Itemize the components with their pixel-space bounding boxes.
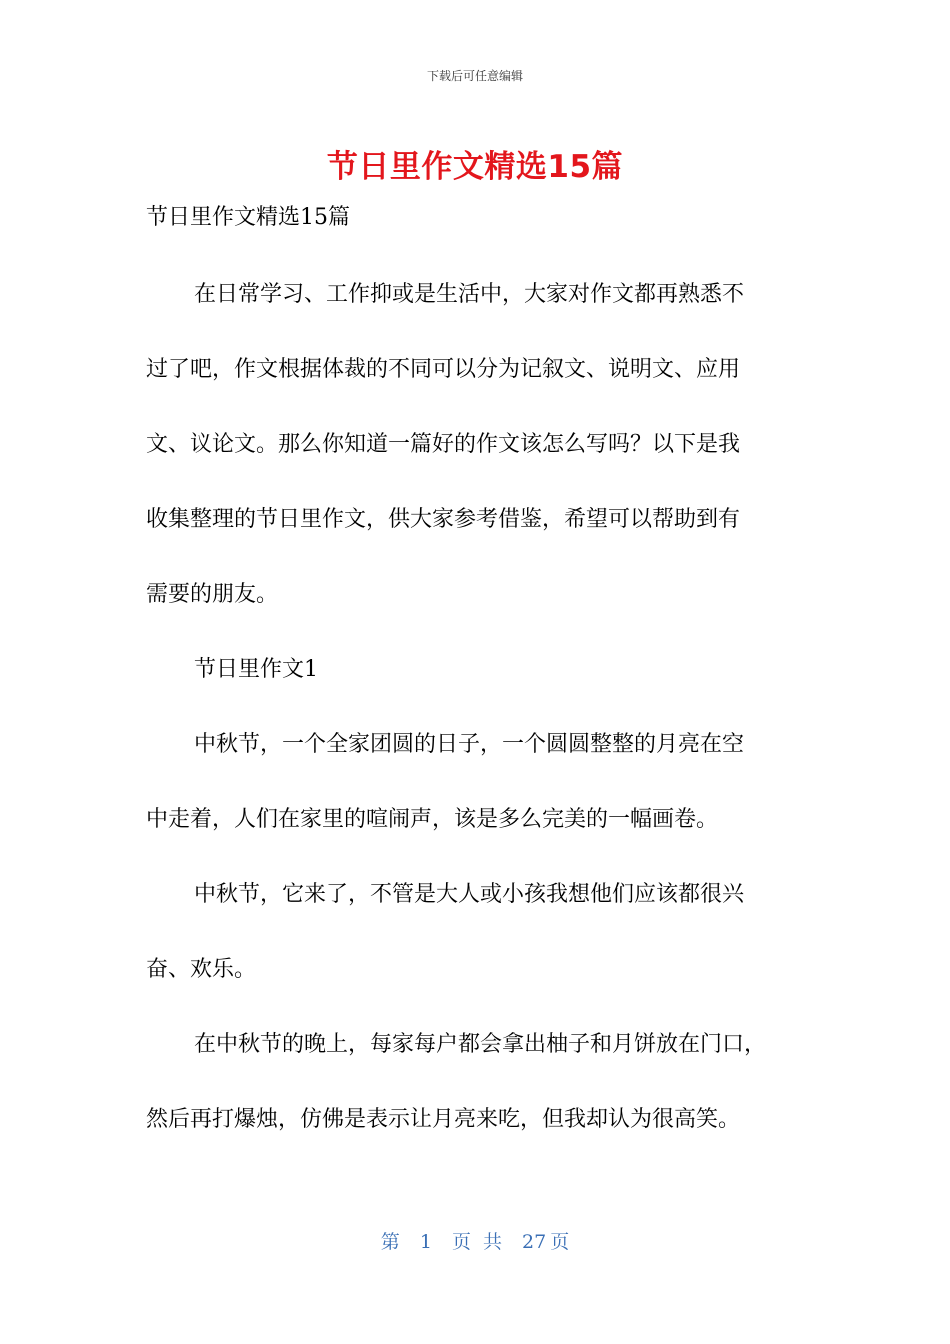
paragraph-line: 过了吧，作文根据体裁的不同可以分为记叙文、说明文、应用 xyxy=(146,357,741,382)
paragraph-line: 中秋节，一个全家团圆的日子，一个圆圆整整的月亮在空 xyxy=(194,732,745,757)
paragraph-line: 奋、欢乐。 xyxy=(146,957,257,982)
paragraph-line: 中秋节，它来了，不管是大人或小孩我想他们应该都很兴 xyxy=(194,882,745,907)
paragraph-line: 在中秋节的晚上，每家每户都会拿出柚子和月饼放在门口， xyxy=(194,1032,767,1057)
paragraph-line: 然后再打爆烛，仿佛是表示让月亮来吃，但我却认为很高笑。 xyxy=(146,1107,741,1132)
paragraph-line: 收集整理的节日里作文，供大家参考借鉴，希望可以帮助到有 xyxy=(146,507,741,532)
page-footer xyxy=(0,1227,950,1254)
paragraph-line: 中走着，人们在家里的喧闹声，该是多么完美的一幅画卷。 xyxy=(146,807,719,832)
header-note: 下载后可任意编辑 xyxy=(426,69,523,83)
paragraph-line: 文、议论文。那么你知道一篇好的作文该怎么写吗？以下是我 xyxy=(146,432,741,457)
footer-prefix: 第 xyxy=(380,1231,400,1253)
total-page-count: 27 xyxy=(522,1231,547,1253)
footer-suffix: 页 xyxy=(550,1231,570,1253)
section-heading: 节日里作文1 xyxy=(194,657,318,682)
paragraph-line: 需要的朋友。 xyxy=(146,582,279,607)
paragraph-line: 在日常学习、工作抑或是生活中，大家对作文都再熟悉不 xyxy=(194,282,745,307)
document-title: 节日里作文精选15篇 xyxy=(326,149,624,185)
current-page-number: 1 xyxy=(419,1231,432,1253)
subtitle-line: 节日里作文精选15篇 xyxy=(146,205,350,230)
footer-middle: 页 共 xyxy=(451,1231,502,1253)
